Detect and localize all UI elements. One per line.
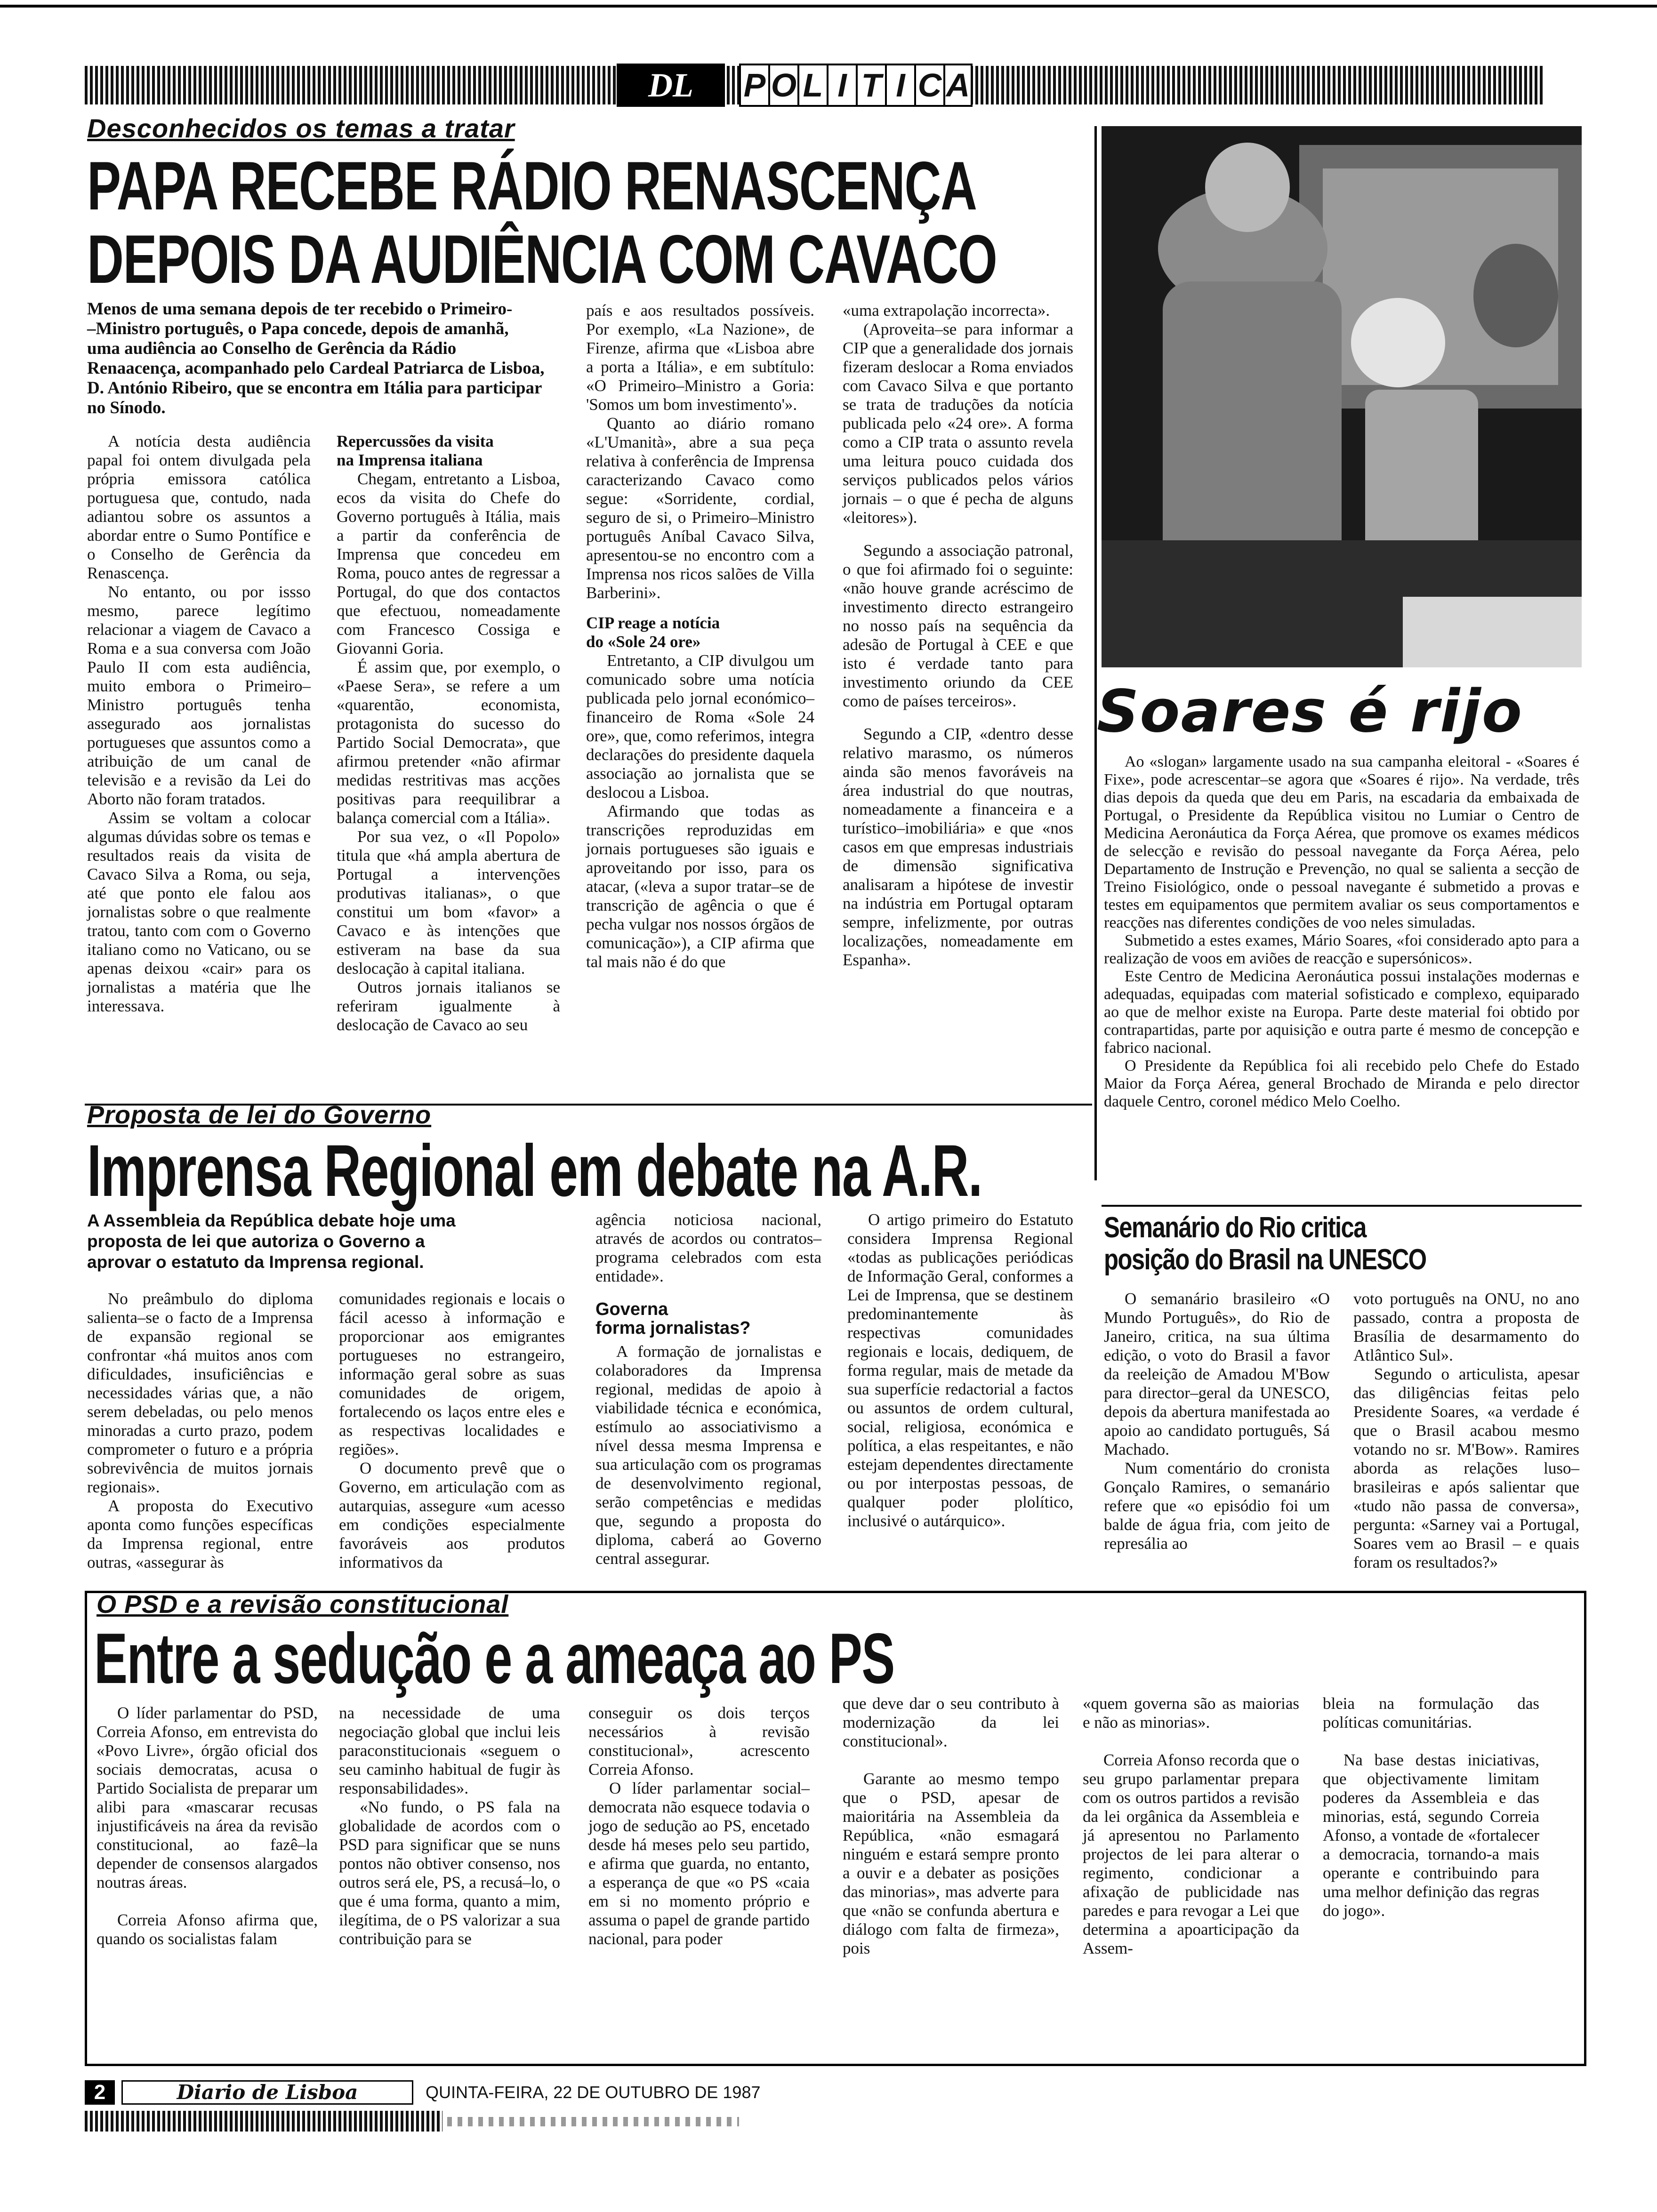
- article3-column-1: [1104, 1290, 1330, 1553]
- article4-col1-paragraph: Correia Afonso afirma que, quando os socialistas falam: [97, 1911, 318, 1948]
- article4-column-4: [843, 1694, 1059, 1958]
- section-letter: I: [827, 64, 856, 107]
- article1-col2-paragraph: Outros jornais italianos se referiram igualmente à deslocação de Cavaco ao seu: [337, 978, 560, 1034]
- article4-col3-paragraph: conseguir os dois terços necessários à revisão constitucional», acrescento Correia Afonso.: [588, 1704, 810, 1779]
- article1-col4-paragraph: Segundo a CIP, «dentro desse relativo marasmo, os números ainda são menos favoráveis na área industrial do que noutras, nomeadamente a financeira e a turístico–imobiliária» e que «nos casos em que empresas industriais de dimensão significativa analisaram a hipótese de investir na indústria em Portugal optaram sempre, infelizmente, por outras localizações, nomeadamente em Espanha».: [843, 725, 1073, 969]
- article2-col3-paragraph: agência noticiosa nacional, através de acordos ou contratos–programa celebrados com esta entidade».: [595, 1210, 821, 1285]
- article4-col4-paragraph: Garante ao mesmo tempo que o PSD, apesar de maioritária na Assembleia da República, «não esmagará ninguém e estará sempre pronto a ouvir e a debater as posições das minorias», mas adverte para que «não se confunda abertura e diálogo com falta de firmeza», pois: [843, 1770, 1059, 1957]
- top-edge-rule: [0, 5, 1657, 8]
- article1-lead: Menos de uma semana depois de ter recebido o Primeiro- –Ministro português, o Papa concede, depois de amanhã, uma audiência ao Conselho de Gerência da Rádio Renaacença, acompanhado pelo Cardeal Patriarca de Lisboa, D. António Ribeiro, que se encontra em Itália para participar no Sínodo.: [87, 299, 545, 417]
- article1-column-4: [843, 301, 1073, 970]
- article4-column-6: [1323, 1694, 1539, 1920]
- article4-column-3: [588, 1704, 810, 1948]
- article1-col3-paragraph: país e aos resultados possíveis. Por exemplo, «La Nazione», de Firenze, afirma que «Lisboa abre a porta a Itália», e em subtítulo: «O Primeiro–Ministro a Goria: 'Somos um bom investimento'».: [586, 301, 814, 414]
- article1-col4-paragraph: «uma extrapolação incorrecta».: [843, 301, 1050, 320]
- article1-col4-paragraph: Segundo a associação patronal, o que foi afirmado foi o seguinte: «não houve grande acréscimo de investimento directo estrangeiro no nosso país na sequência da adesão de Portugal à CEE e que isto é verdade tanto para investimento oriundo da CEE como de países terceiros».: [843, 541, 1073, 710]
- article2-col1-paragraph: A proposta do Executivo aponta como funções específicas da Imprensa regional, entre outras, «assegurar às: [87, 1497, 313, 1571]
- article2-col1-paragraph: No preâmbulo do diploma salienta–se o facto de a Imprensa de expansão regional se confrontar «há muitos anos com dificuldades, insuficiências e necessidades várias que, a não serem debeladas, ou pelo menos minoradas a curto prazo, podem comprometer o futuro e a própria sobrevivência de muitos jornais regionais».: [87, 1290, 313, 1496]
- article3-col2-paragraph: voto português na ONU, no ano passado, contra a proposta de Brasília de desarmamento do Atlântico Sul».: [1353, 1290, 1579, 1364]
- article1-column-1: [87, 432, 311, 1016]
- soares-paragraph: Ao «slogan» largamente usado na sua campanha eleitoral - «Soares é Fixe», pode acrescentar–se agora que «Soares é rijo». Na verdade, três dias depois da queda que deu em Paris, na escadaria da embaixada de Portugal, o Presidente da República visitou no Lumiar o Centro de Medicina Aeronáutica da Força Aérea, que promove os exames médicos de selecção e revisão do pessoal navegante da Força Aérea, pelo Departamento de Instrução e Prevenção, no qual se salienta a secção de Treino Fisiológico, onde o pessoal navegante é submetido a provas e testes em equipamentos que permitem avaliar os seus comportamentos e reacções nas diferentes condições de voo neles simuladas.: [1104, 753, 1579, 931]
- article4-col2-paragraph: na necessidade de uma negociação global que inclui leis paraconstitucionais «seguem o seu caminho habitual de fugir às responsabilidades».: [339, 1704, 560, 1797]
- article2-col4-paragraph: O artigo primeiro do Estatuto considera Imprensa Regional «todas as publicações periódicas de Informação Geral, conformes a Lei de Imprensa, que se destinem predominantemente às respectivas comunidades regionais e locais, dediquem, de forma regular, mais de metade da sua superfície redactorial a factos ou assuntos de ordem cultural, social, religiosa, económica e política, a elas respeitantes, e não estejam dependentes directamente ou por interpostas pessoas, de qualquer poder plolítico, inclusivé o autárquico».: [847, 1210, 1073, 1530]
- soares-headline: Soares é rijo: [1097, 678, 1523, 745]
- article3-headline: Semanário do Rio critica posição do Brasil na UNESCO: [1104, 1211, 1426, 1276]
- article2-headline: Imprensa Regional em debate na A.R.: [87, 1130, 982, 1212]
- article1-kicker: Desconhecidos os temas a tratar: [87, 113, 515, 143]
- article1-col4-paragraph: (Aproveita–se para informar a CIP que a generalidade dos jornais fizeram deslocar a Roma enviados com Cavaco Silva e que portanto se trata de traduções da notícia publicada pelo «24 ore». A forma como a CIP trata o assunto revela uma leitura pouco cuidada dos serviços publicados pelos vários jornais – o que é pecha de alguns «leitores»).: [843, 320, 1073, 527]
- article1-col1-paragraph: Assim se voltam a colocar algumas dúvidas sobre os temas e resultados reais da visita de Cavaco Silva a Roma, ou seja, até que ponto ele falou aos jornalistas sobre o que realmente tratou, tanto com com o Governo italiano como no Vaticano, ou se apenas deixou «cair» para os jornalistas a matéria que lhe interessava.: [87, 809, 311, 1015]
- article4-col4-paragraph: que deve dar o seu contributo à modernização da lei constitucional».: [843, 1694, 1059, 1750]
- page-footer: [85, 2080, 761, 2105]
- right-column-rule: [1094, 126, 1097, 1180]
- article2-column-2: [339, 1290, 565, 1572]
- article2-col2-paragraph: O documento prevê que o Governo, em articulação com as autarquias, assegure «um acesso em condições especialmente favoráveis aos produtos informativos da: [339, 1459, 565, 1571]
- article3-col2-paragraph: Segundo o articulista, apesar das diligências feitas pelo Presidente Soares, «a verdade é que o Brasil acabou mesmo votando no sr. M'Bow». Ramires aborda as relações luso–brasileiras e após salientar que «tudo não passa de conversa», pergunta: «Sarney vai a Portugal, Soares vem ao Brasil – e quais foram os resultados?»: [1353, 1365, 1579, 1571]
- footer-faded-text: [447, 2117, 739, 2126]
- article4-col5-paragraph: «quem governa são as maiorias e não as minorias».: [1083, 1694, 1299, 1731]
- section-letter: A: [943, 64, 973, 107]
- article2-lead: A Assembleia da República debate hoje uma proposta de lei que autoriza o Governo a aprovar o estatuto da Imprensa regional.: [87, 1211, 456, 1272]
- article3-col1-paragraph: O semanário brasileiro «O Mundo Português», do Rio de Janeiro, critica, na sua última edição, o voto do Brasil a favor da reeleição de Amadou M'Bow para director–geral da UNESCO, depois da abertura manifestada ao apoio ao candidato português, Sá Machado.: [1104, 1290, 1330, 1459]
- article1-col3-paragraph: Afirmando que todas as transcrições reproduzidas em jornais portugueses são iguais e aproveitando por isso, para os atacar, («leva a supor tratar–se de transcrição de agência o que é pecha vulgar nos nossos órgãos de comunicação»), a CIP afirma que tal mais não é do que: [586, 802, 814, 971]
- article1-subhead-cip: CIP reage a notícia do «Sole 24 ore»: [586, 614, 720, 651]
- article2-col3-paragraph: A formação de jornalistas e colaboradores da Imprensa regional, medidas de apoio à viabilidade técnica e económica, estímulo ao associativismo a nível dessa mesma Imprensa e sua articulação com os programas de desenvolvimento regional, serão competências e medidas que, segundo a proposta do diploma, caberá ao Governo central assegurar.: [595, 1342, 821, 1568]
- section-letter: C: [914, 64, 943, 107]
- article2-subhead-journalists: Governa forma jornalistas?: [595, 1299, 751, 1338]
- article1-col3-paragraph: Entretanto, a CIP divulgou um comunicado sobre uma notícia publicada pelo jornal económico–financeiro de Roma «Sole 24 ore», que, como referimos, integra declarações do presidente daquela associação ao jornalista que se deslocou a Lisboa.: [586, 651, 814, 801]
- article4-col5-paragraph: Correia Afonso recorda que o seu grupo parlamentar prepara com os outros partidos a revisão da lei orgânica da Assembleia e já apresentou no Parlamento projectos de lei para alterar o regimento, condicionar a afixação de publicidade nas paredes e para revogar a Lei que determina a apoarticipação da Assem-: [1083, 1751, 1299, 1957]
- article4-col1-paragraph: O líder parlamentar do PSD, Correia Afonso, em entrevista do «Povo Livre», órgão oficial dos sociais democratas, acusa o Partido Socialista de preparar um alibi para «mascarar recusas injustificáveis na área da revisão constitucional, ao fazê–la depender de consensos alargados noutras áreas.: [97, 1704, 318, 1891]
- article4-column-2: [339, 1704, 560, 1948]
- newspaper-logo: DL: [617, 64, 725, 107]
- article4-col6-paragraph: bleia na formulação das políticas comunitárias.: [1323, 1694, 1539, 1731]
- article1-subhead-italian-press: Repercussões da visita na Imprensa italiana: [337, 432, 494, 469]
- cockpit-photo-image: [1102, 126, 1582, 667]
- article2-col2-paragraph: comunidades regionais e locais o fácil acesso à informação e proporcionar aos emigrantes portugueses no estrangeiro, informação geral sobre as suas comunidades de origem, fortalecendo os laços entre eles e as respectivas localidades e regiões».: [339, 1290, 565, 1459]
- soares-body: [1104, 753, 1579, 1111]
- article4-headline: Entre a sedução e a ameaça ao PS: [94, 1619, 894, 1699]
- section-letter: P: [739, 64, 768, 107]
- article1-col2-paragraph: Por sua vez, o «Il Popolo» titula que «há ampla abertura de Portugal a intervenções produtivas italianas», o que constitui um bom «favor» a Cavaco e às intenções que estiveram na base da sua deslocação à capital italiana.: [337, 827, 560, 978]
- article2-column-4: [847, 1210, 1073, 1531]
- footer-date: QUINTA-FEIRA, 22 DE OUTUBRO DE 1987: [426, 2083, 761, 2102]
- soares-paragraph: O Presidente da República foi ali recebido pelo Chefe do Estado Maior da Força Aérea, general Brochado de Miranda e pelo director daquele Centro, coronel médico Melo Coelho.: [1104, 1057, 1579, 1110]
- article1-column-3: [586, 301, 814, 971]
- article1-col1-paragraph: A notícia desta audiência papal foi ontem divulgada pela própria emissora católica portuguesa que, contudo, nada adiantou sobre os assuntos a abordar entre o Sumo Pontífice e o Conselho de Gerência da Renascença.: [87, 432, 311, 582]
- article1-col2-paragraph: Chegam, entretanto a Lisboa, ecos da visita do Chefe do Governo português à Itália, mais a partir da conferência de Imprensa que concedeu em Roma, pouco antes de regressar a Portugal, do que dos contactos que efectuou, nomeadamente com Francesco Cossiga e Giovanni Goria.: [337, 470, 560, 657]
- article4-col6-paragraph: Na base destas iniciativas, que objectivamente limitam poderes da Assembleia e das minorias, está, segundo Correia Afonso, a vontade de «fortalecer a democracia, tornando-a mais operante e contribuindo para uma melhor definição das regras do jogo».: [1323, 1751, 1539, 1920]
- section-letter: O: [768, 64, 797, 107]
- footer-masthead: Diario de Lisboa: [121, 2080, 413, 2105]
- cockpit-photo: [1102, 126, 1582, 667]
- footer-stripe-bar: [85, 2111, 442, 2132]
- soares-paragraph: Este Centro de Medicina Aeronáutica possui instalações modernas e adequadas, equipadas com material sofisticado e complexo, equiparado ao que de melhor existe na Europa. Parte deste material foi obtido por contrapartidas, parte por aquisição e outra parte é mesmo de concepção e fabrico nacional.: [1104, 968, 1579, 1057]
- section-letter: I: [885, 64, 914, 107]
- article3-col1-paragraph: Num comentário do cronista Gonçalo Ramires, o semanário refere que «o episódio foi um balde de água fria, com jeito de represália ao: [1104, 1459, 1330, 1553]
- article3-top-rule: [1102, 1205, 1582, 1207]
- article2-column-3: [595, 1210, 821, 1568]
- article1-col1-paragraph: No entanto, ou por issso mesmo, parece legítimo relacionar a viagem de Cavaco a Roma e a sua conversa com João Paulo II com esta audiência, muito embora o Primeiro–Ministro português tenha assegurado aos jornalistas portugueses que assuntos como a atribuição de um canal de televisão e a revisão da Lei do Aborto não foram tratados.: [87, 583, 311, 808]
- soares-paragraph: Submetido a estes exames, Mário Soares, «foi considerado apto para a realização de voos em aviões de reacção e supersónicos».: [1104, 932, 1579, 967]
- page-number: 2: [85, 2080, 115, 2105]
- article1-col3-paragraph: Quanto ao diário romano «L'Umanità», abre a sua peça relativa à conferência de Imprensa caracterizando Cavaco como segue: «Sorridente, cordial, seguro de si, o Primeiro–Ministro português Aníbal Cavaco Silva, apresentou-se no encontro com a Imprensa nos ricos salões de Villa Barberini».: [586, 414, 814, 602]
- article4-kicker: O PSD e a revisão constitucional: [97, 1590, 509, 1619]
- article4-column-1: [97, 1704, 318, 1948]
- section-letter: L: [797, 64, 827, 107]
- article2-kicker: Proposta de lei do Governo: [87, 1101, 432, 1129]
- article2-column-1: [87, 1290, 313, 1572]
- article4-column-5: [1083, 1694, 1299, 1958]
- article1-headline-line1: PAPA RECEBE RÁDIO RENASCENÇA: [87, 147, 977, 224]
- article1-col2-paragraph: É assim que, por exemplo, o «Paese Sera», se refere a um «quarentão, economista, protagonista do sucesso do Partido Social Democrata», que afirmou pretender «não afirmar medidas restritivas mas acções positivas para reequilibrar a balança comercial com a Itália».: [337, 658, 560, 827]
- article4-col2-paragraph: «No fundo, o PS fala na globalidade de acordos com o PSD para significar que se nuns pontos não obtiver consenso, nos outros será ele, PS, a recusá–lo, o que é uma forma, quanto a mim, ilegítima, de o PS valorizar a sua contribuição para se: [339, 1798, 560, 1948]
- article1-headline-line2: DEPOIS DA AUDIÊNCIA COM CAVACO: [87, 221, 997, 297]
- article1-column-2: [337, 432, 560, 1034]
- article4-col3-paragraph: O líder parlamentar social–democrata não esquece todavia o jogo de sedução ao PS, encetado desde há meses pelo seu partido, e afirma que guarda, no entanto, a esperança de que «o PS «caia em si no momento próprio e assuma o papel de grande partido nacional, para poder: [588, 1779, 810, 1948]
- section-letter: T: [856, 64, 885, 107]
- section-title: [739, 64, 973, 107]
- article3-column-2: [1353, 1290, 1579, 1572]
